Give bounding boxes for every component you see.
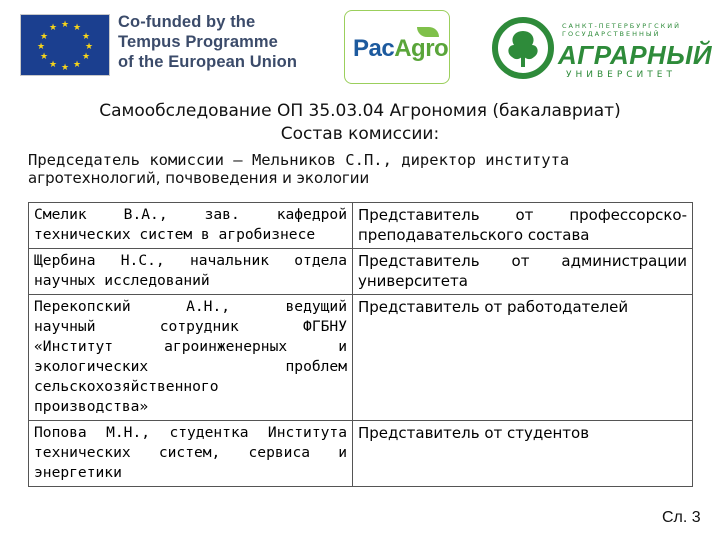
chair-line2: агротехнологий, почвоведения и экологии [28, 169, 370, 187]
member-name-cell [29, 295, 353, 421]
member-line: научных исследований [34, 272, 210, 289]
university-bottom-text: УНИВЕРСИТЕТ [566, 70, 676, 80]
chair-line1: Председатель комиссии – Мельников С.П., директор института [28, 151, 570, 169]
member-line: энергетики [34, 464, 122, 481]
table-row [29, 249, 693, 295]
member-role-cell [353, 249, 693, 295]
member-line: Перекопский А.Н., ведущий [34, 298, 347, 315]
slide-title: Самообследование ОП 35.03.04 Агрономия (бакалавриат) [99, 101, 621, 121]
member-line: «Институт агроинженерных и [34, 338, 347, 355]
member-line: экологических проблем [34, 358, 347, 375]
pacagro-logo [344, 10, 450, 84]
pacagro-pac: Pac [353, 35, 395, 62]
university-emblem-icon [492, 17, 554, 79]
commission-table [28, 202, 693, 487]
eu-text-line1: Co-funded by the [118, 13, 256, 31]
member-role-cell [353, 421, 693, 487]
member-line: научный сотрудник ФГБНУ [34, 318, 347, 335]
member-role-cell [353, 203, 693, 249]
member-line: Попова М.Н., студентка Института [34, 424, 347, 441]
role-line: университета [358, 272, 468, 290]
role-line: Представитель от работодателей [358, 298, 629, 316]
member-name-cell [29, 249, 353, 295]
eu-cofunded-text [118, 12, 297, 72]
slide-subtitle: Состав комиссии: [280, 124, 440, 144]
eu-text-line3: of the European Union [118, 53, 298, 71]
member-role-cell [353, 295, 693, 421]
table-row [29, 421, 693, 487]
slide-number: Сл. 3 [662, 509, 701, 526]
eu-text-line2: Tempus Programme [118, 33, 278, 51]
table-row [29, 203, 693, 249]
member-line: Смелик В.А., зав. кафедрой [34, 206, 347, 223]
university-top-text: САНКТ-ПЕТЕРБУРГСКИЙ ГОСУДАРСТВЕННЫЙ [562, 22, 681, 38]
member-line: сельскохозяйственного [34, 378, 219, 395]
member-name-cell [29, 203, 353, 249]
role-line: Представитель от администрации [358, 252, 687, 270]
member-line: технических систем, сервиса и [34, 444, 347, 461]
university-main-text: АГРАРНЫЙ [558, 40, 713, 70]
member-line: технических систем в агробизнесе [34, 226, 316, 243]
role-line: Представитель от студентов [358, 424, 590, 442]
commission-chair [28, 151, 692, 187]
member-line: производства» [34, 398, 149, 415]
role-line: преподавательского состава [358, 226, 590, 244]
member-line: Щербина Н.С., начальник отдела [34, 252, 347, 269]
table-row [29, 295, 693, 421]
member-name-cell [29, 421, 353, 487]
role-line: Представитель от профессорско- [358, 206, 687, 224]
eu-flag-logo: ★ ★ ★ ★ ★ ★ ★ ★ ★ ★ ★ ★ [20, 14, 110, 76]
header-logos [0, 0, 720, 92]
pacagro-agro: Agro [394, 35, 449, 62]
